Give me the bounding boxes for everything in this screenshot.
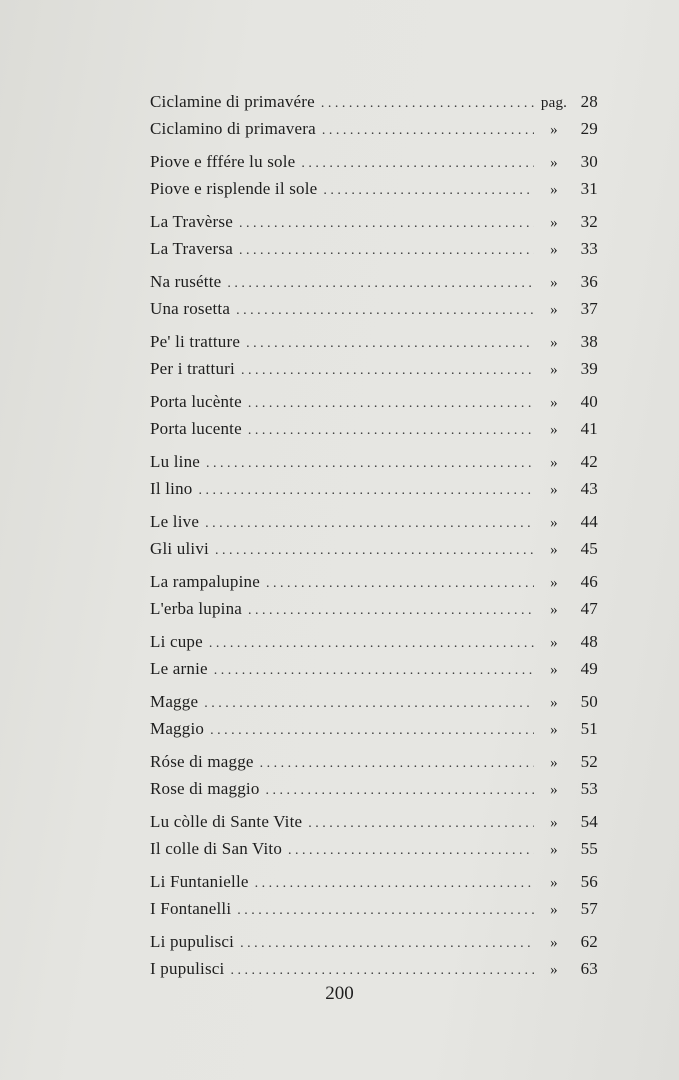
entry-title: Rose di maggio [150,779,260,798]
entry-ref: » [550,395,558,411]
entry-page-number: 63 [580,959,598,978]
toc-group [150,868,598,922]
dot-leader [288,837,534,864]
entry-ref: » [550,815,558,831]
toc-entry [150,628,598,655]
table-of-contents [150,88,598,988]
toc-group [150,208,598,262]
entry-title: Il colle di San Vito [150,839,283,858]
entry-ref: » [550,962,558,978]
toc-group [150,928,598,982]
entry-page-number: 54 [580,812,598,831]
entry-page-number: 50 [580,692,598,711]
dot-leader [239,237,534,264]
entry-ref: » [550,182,558,198]
toc-entry [150,388,598,415]
toc-group [150,808,598,862]
entry-ref: » [550,635,558,651]
entry-page-number: 51 [580,719,598,738]
toc-entry [150,175,598,202]
entry-page-number: 37 [580,299,598,318]
toc-entry [150,235,598,262]
entry-title: Li Funtanielle [150,872,249,891]
entry-title: Piove e fffére lu sole [150,152,296,171]
entry-ref: » [550,542,558,558]
toc-entry [150,295,598,322]
dot-leader [205,510,534,537]
dot-leader [241,357,534,384]
dot-leader [236,297,534,324]
entry-title: Le arnie [150,659,208,678]
dot-leader [266,777,534,804]
entry-page-number: 38 [580,332,598,351]
dot-leader [248,417,534,444]
entry-title: La rampalupine [150,572,260,591]
entry-page-number: 55 [580,839,598,858]
entry-ref: » [550,515,558,531]
toc-group [150,628,598,682]
entry-title: Il lino [150,479,193,498]
toc-group [150,508,598,562]
dot-leader [215,537,534,564]
dot-leader [308,810,534,837]
entry-page-number: 33 [580,239,598,258]
entry-ref: » [550,935,558,951]
entry-title: La Traversa [150,239,233,258]
entry-ref: » [550,662,558,678]
entry-title: Maggio [150,719,205,738]
entry-page-number: 44 [580,512,598,531]
dot-leader [239,210,534,237]
entry-page-number: 62 [580,932,598,951]
entry-ref: » [550,242,558,258]
entry-ref: » [550,215,558,231]
dot-leader [260,750,534,777]
dot-leader [237,897,534,924]
entry-page-number: 30 [580,152,598,171]
entry-page-number: 32 [580,212,598,231]
entry-title: Róse di magge [150,752,254,771]
entry-title: Na rusétte [150,272,222,291]
toc-entry [150,568,598,595]
entry-page-number: 40 [580,392,598,411]
dot-leader [214,657,534,684]
toc-entry [150,328,598,355]
entry-title: La Travèrse [150,212,233,231]
entry-title: Li pupulisci [150,932,235,951]
entry-title: Lu line [150,452,201,471]
page-number: 200 [325,983,354,1004]
entry-page-number: 36 [580,272,598,291]
entry-page-number: 28 [580,92,598,111]
entry-title: Pe' li tratture [150,332,241,351]
entry-ref: » [550,695,558,711]
toc-group [150,328,598,382]
toc-entry [150,148,598,175]
toc-entry [150,835,598,862]
dot-leader [248,390,534,417]
entry-page-number: 43 [580,479,598,498]
entry-page-number: 46 [580,572,598,591]
toc-entry [150,508,598,535]
toc-entry [150,895,598,922]
entry-page-number: 47 [580,599,598,618]
toc-entry [150,715,598,742]
toc-group [150,568,598,622]
entry-page-number: 41 [580,419,598,438]
dot-leader [210,717,534,744]
toc-entry [150,268,598,295]
entry-ref: » [550,902,558,918]
dot-leader [248,597,534,624]
entry-title: Porta lucente [150,419,242,438]
toc-entry [150,775,598,802]
toc-entry [150,355,598,382]
toc-group [150,88,598,142]
entry-ref: » [550,455,558,471]
toc-entry [150,115,598,142]
dot-leader [230,957,534,984]
toc-entry [150,415,598,442]
entry-ref: » [550,482,558,498]
entry-title: L'erba lupina [150,599,243,618]
entry-title: Per i tratturi [150,359,235,378]
entry-ref: pag. [540,95,568,111]
entry-title: Una rosetta [150,299,231,318]
dot-leader [266,570,534,597]
entry-page-number: 52 [580,752,598,771]
dot-leader [209,630,534,657]
toc-entry [150,208,598,235]
toc-entry [150,868,598,895]
toc-entry [150,808,598,835]
toc-entry [150,688,598,715]
entry-ref: » [550,155,558,171]
toc-entry [150,748,598,775]
entry-ref: » [550,782,558,798]
entry-title: Lu còlle di Sante Vite [150,812,303,831]
toc-entry [150,955,598,982]
entry-ref: » [550,755,558,771]
entry-ref: » [550,602,558,618]
toc-group [150,268,598,322]
dot-leader [321,90,534,117]
toc-group [150,688,598,742]
entry-title: Gli ulivi [150,539,209,558]
entry-title: Le live [150,512,200,531]
entry-ref: » [550,122,558,138]
entry-page-number: 48 [580,632,598,651]
entry-page-number: 56 [580,872,598,891]
entry-page-number: 31 [580,179,598,198]
entry-ref: » [550,722,558,738]
entry-page-number: 49 [580,659,598,678]
entry-title: Magge [150,692,199,711]
dot-leader [227,270,534,297]
dot-leader [246,330,534,357]
toc-entry [150,88,598,115]
dot-leader [240,930,534,957]
entry-title: Ciclamino di primavera [150,119,316,138]
entry-page-number: 57 [580,899,598,918]
toc-group [150,448,598,502]
entry-title: Li cupe [150,632,203,651]
toc-group [150,148,598,202]
entry-ref: » [550,302,558,318]
dot-leader [198,477,534,504]
entry-title: I pupulisci [150,959,225,978]
dot-leader [206,450,534,477]
entry-ref: » [550,422,558,438]
dot-leader [255,870,534,897]
entry-page-number: 45 [580,539,598,558]
entry-page-number: 42 [580,452,598,471]
toc-entry [150,928,598,955]
entry-title: I Fontanelli [150,899,232,918]
entry-title: Ciclamine di primavére [150,92,315,111]
toc-group [150,388,598,442]
entry-ref: » [550,875,558,891]
dot-leader [322,117,534,144]
entry-page-number: 53 [580,779,598,798]
dot-leader [323,177,534,204]
entry-ref: » [550,335,558,351]
toc-entry [150,475,598,502]
dot-leader [204,690,534,717]
toc-entry [150,655,598,682]
entry-title: Porta lucènte [150,392,242,411]
toc-entry [150,448,598,475]
entry-ref: » [550,362,558,378]
toc-entry [150,595,598,622]
dot-leader [301,150,534,177]
entry-ref: » [550,275,558,291]
entry-ref: » [550,842,558,858]
entry-title: Piove e risplende il sole [150,179,318,198]
toc-entry [150,535,598,562]
entry-page-number: 39 [580,359,598,378]
entry-ref: » [550,575,558,591]
toc-group [150,748,598,802]
entry-page-number: 29 [580,119,598,138]
